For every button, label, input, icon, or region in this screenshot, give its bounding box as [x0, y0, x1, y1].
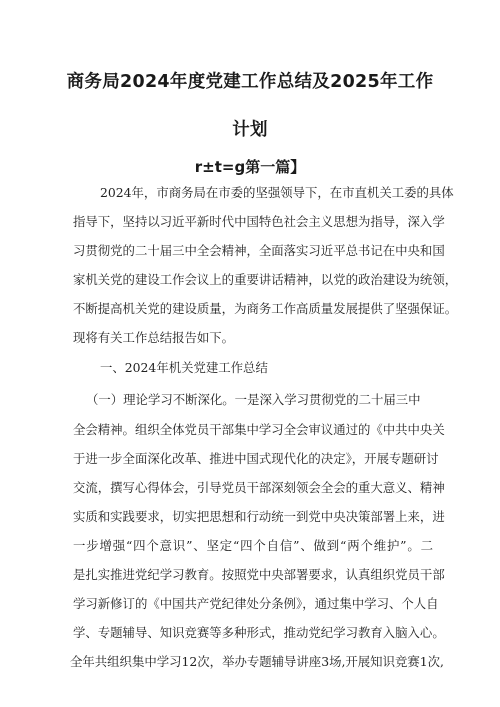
document-title-line-2: 计划 [232, 120, 268, 140]
body-line: 于进一步全面深化改革、推进中国式现代化的决定》，开展专题研讨 [73, 451, 439, 466]
body-line: 指导下，坚持以习近平新时代中国特色社会主义思想为指导，深入学 [73, 214, 445, 229]
section-heading: 一、2024年机关党建工作总结 [100, 360, 268, 375]
body-line: 实质和实践要求，切实把思想和行动统一到党中央决策部署上来，进 [73, 509, 445, 524]
document-subtitle: r±t=g第一篇】 [194, 158, 306, 176]
body-line: 是扎实推进党纪学习教育。按照党中央部署要求，认真组织党员干部 [73, 567, 445, 582]
body-line: 学习新修订的《中国共产党纪律处分条例》，通过集中学习、个人自 [73, 596, 439, 611]
body-line: 2024年，市商务局在市委的坚强领导下，在市直机关工委的具体 [100, 185, 454, 200]
document-title-line-1: 商务局2024年度党建工作总结及2025年工作 [66, 72, 434, 92]
body-line: 不断提高机关党的建设质量，为商务工作高质量发展提供了坚强保证。 [73, 301, 458, 316]
body-line: 全年共组织集中学习12次，举办专题辅导讲座3场,开展知识竞赛1次, [70, 654, 444, 669]
body-line: 全会精神。组织全体党员干部集中学习全会审议通过的《中共中央关 [73, 422, 445, 437]
body-line: （一）理论学习不断深化。一是深入学习贯彻党的二十届三中 [86, 392, 421, 407]
body-line: 交流，撰写心得体会，引导党员干部深刻领会全会的重大意义、精神 [73, 480, 445, 495]
body-line: 现将有关工作总结报告如下。 [73, 330, 235, 345]
body-line: 一步增强“四个意识”、坚定“四个自信”、做到“两个维护”。二 [73, 538, 433, 553]
body-line: 家机关党的建设工作会议上的重要讲话精神，以党的政治建设为统领， [73, 272, 458, 287]
body-line: 学、专题辅导、知识竞赛等多种形式，推动党纪学习教育入脑入心。 [73, 625, 445, 640]
body-line: 习贯彻党的二十届三中全会精神，全面落实习近平总书记在中央和国 [73, 243, 445, 258]
